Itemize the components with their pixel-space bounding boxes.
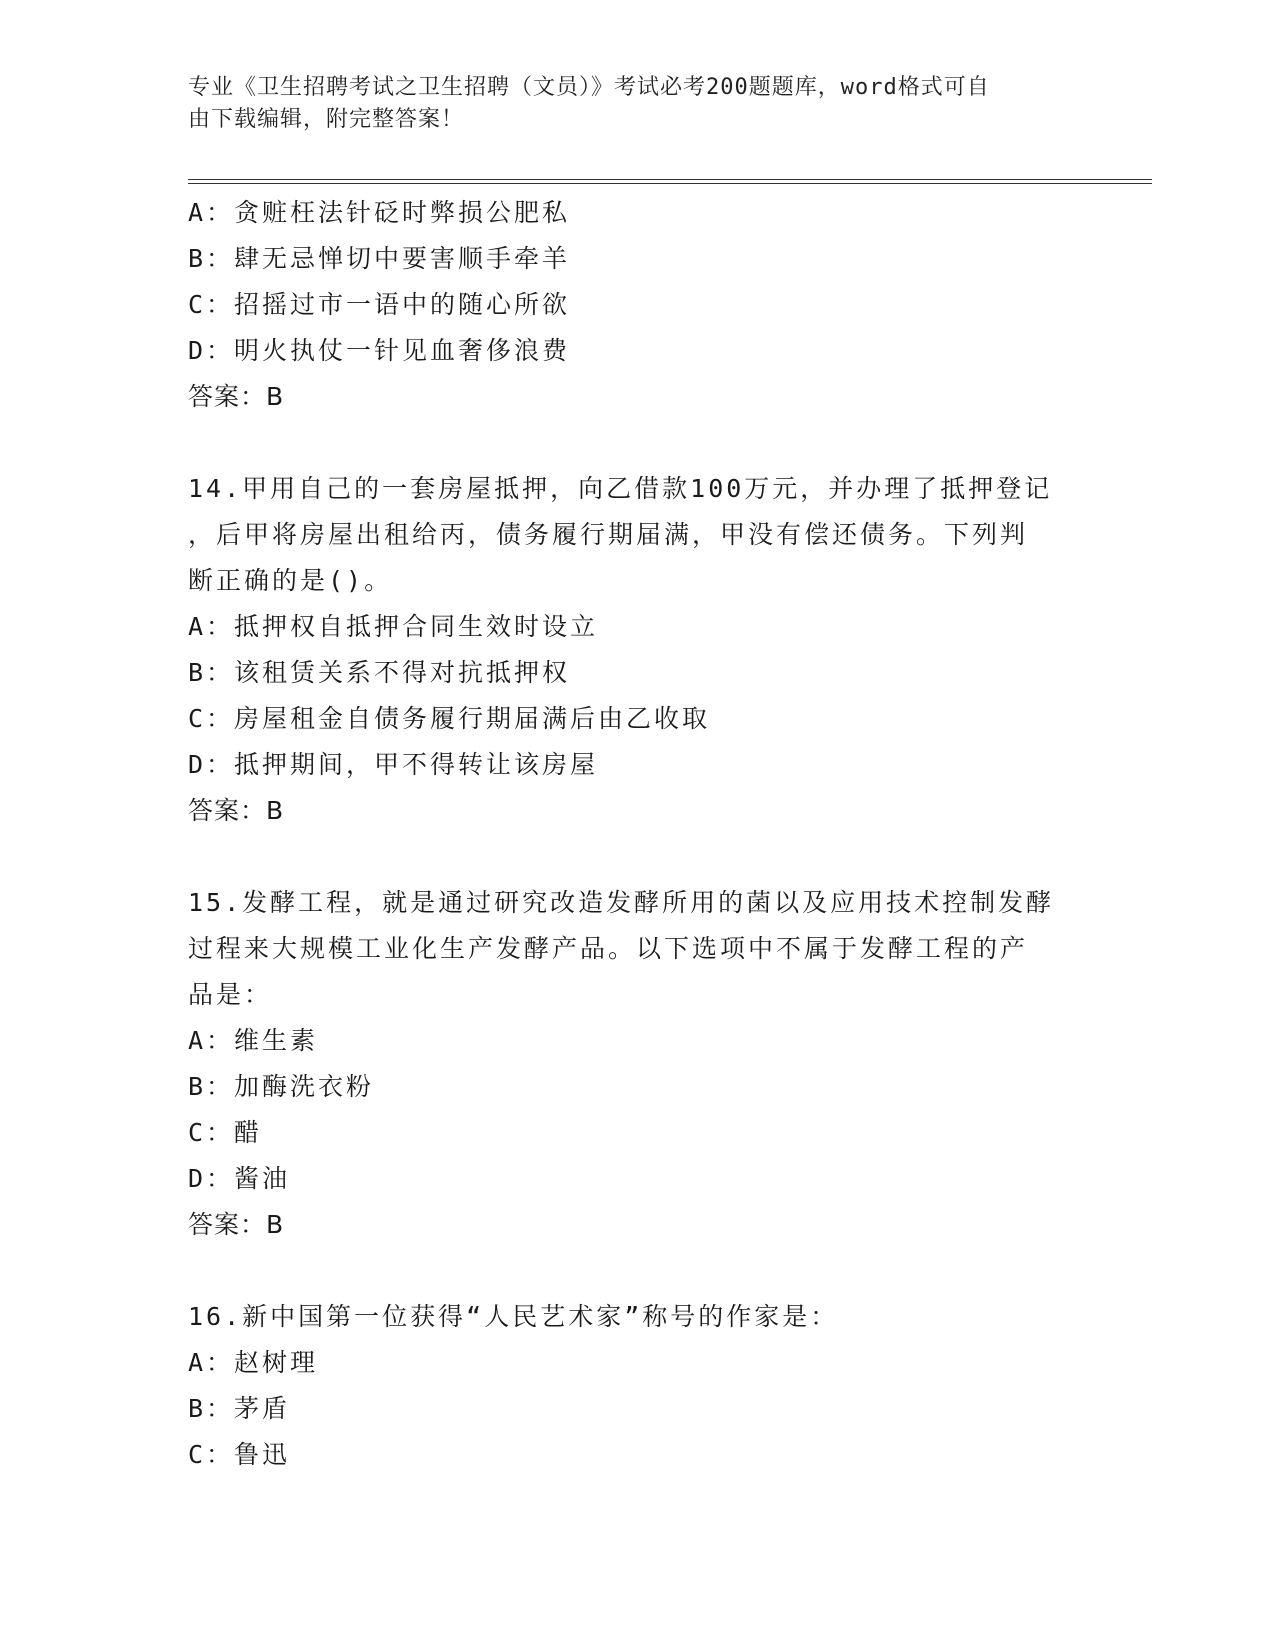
spacer — [188, 834, 1088, 880]
question-stem-line: 16.新中国第一位获得“人民艺术家”称号的作家是： — [188, 1302, 839, 1331]
question-stem-line: 14.甲用自己的一套房屋抵押，向乙借款100万元，并办理了抵押登记 — [188, 474, 1053, 503]
option-d: D：明火执仗一针见血奢侈浪费 — [188, 336, 571, 365]
option-c: C：鲁迅 — [188, 1440, 291, 1469]
option-d: D：抵押期间，甲不得转让该房屋 — [188, 750, 599, 779]
option-b: B：肆无忌惮切中要害顺手牵羊 — [188, 244, 571, 273]
spacer — [188, 420, 1088, 466]
option-c: C：醋 — [188, 1118, 263, 1147]
option-c: C：招摇过市一语中的随心所欲 — [188, 290, 571, 319]
question-stem-line: 过程来大规模工业化生产发酵产品。以下选项中不属于发酵工程的产 — [188, 934, 1029, 963]
option-d: D：酱油 — [188, 1164, 291, 1193]
option-a: A：维生素 — [188, 1026, 319, 1055]
option-b: B：茅盾 — [188, 1394, 291, 1423]
option-b: B：该租赁关系不得对抗抵押权 — [188, 658, 571, 687]
option-b: B：加酶洗衣粉 — [188, 1072, 375, 1101]
answer: 答案：B — [188, 1210, 285, 1239]
option-a: A：赵树理 — [188, 1348, 319, 1377]
spacer — [188, 1248, 1088, 1294]
question-stem-line: 断正确的是()。 — [188, 566, 393, 595]
answer: 答案：B — [188, 382, 285, 411]
question-stem-line: 15.发酵工程，就是通过研究改造发酵所用的菌以及应用技术控制发酵 — [188, 888, 1055, 917]
option-a: A：贪赃枉法针砭时弊损公肥私 — [188, 198, 571, 227]
option-c: C：房屋租金自债务履行期届满后由乙收取 — [188, 704, 711, 733]
question-16 — [188, 1294, 1088, 1478]
question-stem-line: ，后甲将房屋出租给丙，债务履行期届满，甲没有偿还债务。下列判 — [188, 520, 1029, 549]
header-divider-top — [188, 179, 1152, 180]
answer: 答案：B — [188, 796, 285, 825]
question-15 — [188, 880, 1088, 1248]
document-header — [188, 72, 1068, 136]
header-line-2: 由下载编辑，附完整答案！ — [188, 107, 465, 132]
question-13 — [188, 190, 1088, 420]
question-list — [188, 190, 1088, 1478]
question-stem-line: 品是： — [188, 980, 273, 1009]
header-divider-bottom — [188, 183, 1152, 184]
question-14 — [188, 466, 1088, 834]
header-line-1: 专业《卫生招聘考试之卫生招聘（文员）》考试必考200题题库，word格式可自 — [188, 75, 990, 100]
option-a: A：抵押权自抵押合同生效时设立 — [188, 612, 599, 641]
